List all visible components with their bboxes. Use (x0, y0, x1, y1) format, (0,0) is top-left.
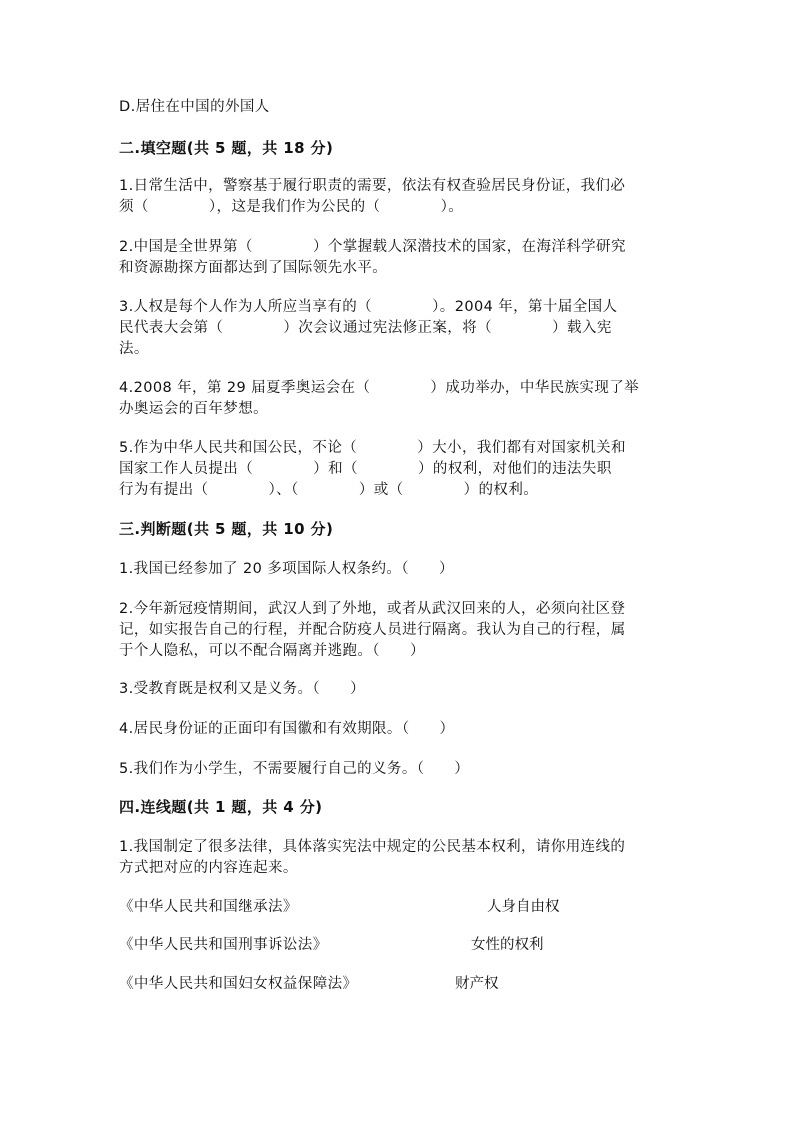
match-left-1: 《中华人民共和国继承法》 (119, 899, 298, 915)
match-left-3: 《中华人民共和国妇女权益保障法》 (119, 976, 358, 992)
s2-q3-line3: 法。 (119, 341, 149, 357)
s2-q2-line2: 和资源勘探方面都达到了国际领先水平。 (119, 260, 388, 276)
s2-q2-line1: 2.中国是全世界第（ ）个掌握载人深潜技术的国家，在海洋科学研究 (119, 239, 626, 255)
s2-q1-line2: 须（ ），这是我们作为公民的（ ）。 (119, 199, 464, 215)
match-left-2: 《中华人民共和国刑事诉讼法》 (119, 937, 328, 953)
s3-q2-line2: 记，如实报告自己的行程，并配合防疫人员进行隔离。我认为自己的行程，属 (119, 622, 626, 638)
option-d: D.居住在中国的外国人 (119, 99, 270, 115)
s4-q1-line2: 方式把对应的内容连起来。 (119, 860, 298, 876)
s3-q2-line1: 2.今年新冠疫情期间，武汉人到了外地，或者从武汉回来的人，必须向社区登 (119, 601, 626, 617)
s3-q3: 3.受教育既是权利又是义务。（ ） (119, 681, 366, 697)
s2-q3-line1: 3.人权是每个人作为人所应当享有的（ ）。2004 年，第十届全国人 (119, 299, 618, 315)
match-right-1: 人身自由权 (487, 899, 560, 915)
section-2-heading: 二.填空题(共 5 题，共 18 分) (119, 139, 334, 157)
s2-q4-line2: 办奥运会的百年梦想。 (119, 401, 268, 417)
s3-q5: 5.我们作为小学生，不需要履行自己的义务。（ ） (119, 761, 470, 777)
section-4-heading: 四.连线题(共 1 题，共 4 分) (119, 798, 323, 816)
s2-q3-line2: 民代表大会第（ ）次会议通过宪法修正案，将（ ）载入宪 (119, 320, 612, 336)
s3-q2-line3: 于个人隐私，可以不配合隔离并逃跑。（ ） (119, 643, 425, 659)
s3-q1: 1.我国已经参加了 20 多项国际人权条约。（ ） (119, 561, 454, 577)
s2-q1-line1: 1.日常生活中，警察基于履行职责的需要，依法有权查验居民身份证，我们必 (119, 178, 626, 194)
s3-q4: 4.居民身份证的正面印有国徽和有效期限。（ ） (119, 721, 455, 737)
s2-q4-line1: 4.2008 年，第 29 届夏季奥运会在（ ）成功举办，中华民族实现了举 (119, 380, 640, 396)
s4-q1-line1: 1.我国制定了很多法律，具体落实宪法中规定的公民基本权利，请你用连线的 (119, 839, 626, 855)
s2-q5-line2: 国家工作人员提出（ ）和（ ）的权利，对他们的违法失职 (119, 461, 612, 477)
s2-q5-line3: 行为有提出（ ）、（ ）或（ ）的权利。 (119, 482, 539, 498)
section-3-heading: 三.判断题(共 5 题，共 10 分) (119, 520, 334, 538)
match-right-3: 财产权 (455, 976, 499, 992)
s2-q5-line1: 5.作为中华人民共和国公民，不论（ ）大小，我们都有对国家机关和 (119, 440, 626, 456)
match-right-2: 女性的权利 (471, 937, 544, 953)
